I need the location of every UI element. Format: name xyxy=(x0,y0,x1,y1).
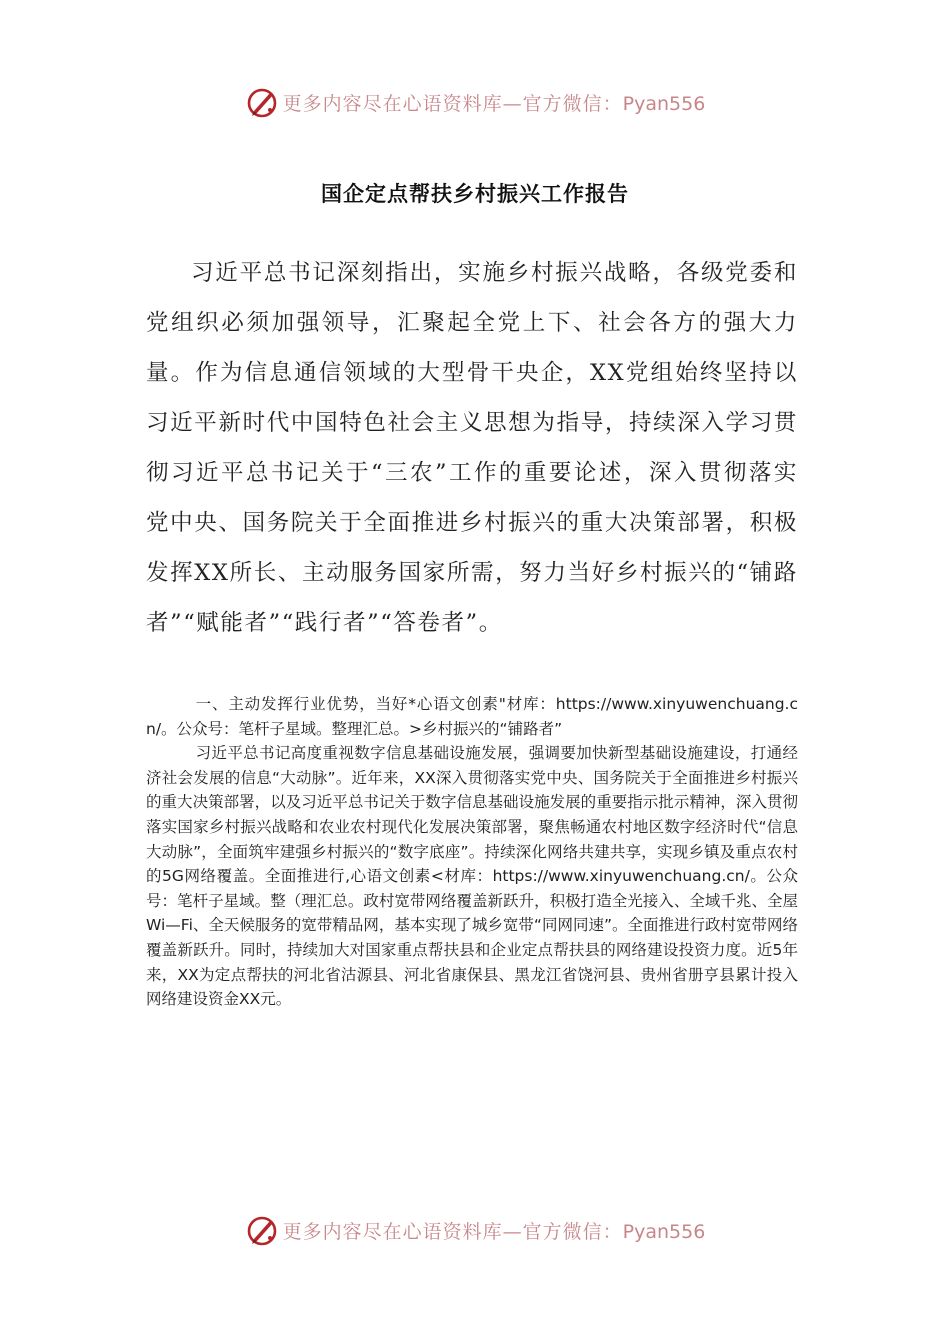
header-banner-text xyxy=(283,89,706,116)
section-one xyxy=(146,692,798,1012)
intro-paragraph: 习近平总书记深刻指出，实施乡村振兴战略，各级党委和党组织必须加强领导，汇聚起全党上下、社会各方的强大力量。作为信息通信领域的大型骨干央企，XX党组始终坚持以习近平新时代中国特色社会主义思想为指导，持续深入学习贯彻习近平总书记关于“三农”工作的重要论述，深入贯彻落实党中央、国务院关于全面推进乡村振兴的重大决策部署，积极发挥XX所长、主动服务国家所需，努力当好乡村振兴的“铺路者”“赋能者”“践行者”“答卷者”。 xyxy=(146,260,798,636)
footer-banner-cn: 更多内容尽在心语资料库—官方微信： xyxy=(282,1220,623,1243)
footer-banner-wechat: Pyan556 xyxy=(622,1220,706,1243)
document-title: 国企定点帮扶乡村振兴工作报告 xyxy=(321,182,629,206)
intro-section xyxy=(146,248,798,648)
footer-banner xyxy=(0,1210,950,1250)
section-paragraph: 习近平总书记高度重视数字信息基础设施发展，强调要加快新型基础设施建设，打通经济社会发展的信息“大动脉”。近年来，XX深入贯彻落实党中央、国务院关于全面推进乡村振兴的重大决策部署，以及习近平总书记关于数字信息基础设施发展的重要指示批示精神，深入贯彻落实国家乡村振兴战略和农业农村现代化发展决策部署，聚焦畅通农村地区数字经济时代“信息大动脉”，全面筑牢建强乡村振兴的“数字底座”。持续深化网络共建共享，实现乡镇及重点农村的5G网络覆盖。全面推进行,心语文创素<材库：https://www.xinyuwenchuang.cn/。公众号：笔杆子星域。整（理汇总。政村宽带网络覆盖新跃升，积极打造全光接入、全域千兆、全屋Wi—Fi、全天候服务的宽带精品网，基本实现了城乡宽带“同网同速”。全面推进行政村宽带网络覆盖新跃升。同时，持续加大对国家重点帮扶县和企业定点帮扶县的网络建设投资力度。近5年来，XX为定点帮扶的河北省沽源县、河北省康保县、黑龙江省饶河县、贵州省册亨县累计投入网络建设资金XX元。 xyxy=(146,744,798,1009)
header-banner-wechat: Pyan556 xyxy=(622,92,706,115)
footer-banner-text xyxy=(283,1217,706,1244)
section-heading: 一、主动发挥行业优势，当好*心语文创素"材库：https://www.xinyuwenchuang.cn/。公众号：笔杆子星域。整理汇总。>乡村振兴的“铺路者” xyxy=(146,695,798,738)
pen-logo-icon xyxy=(245,1213,279,1247)
header-banner-cn: 更多内容尽在心语资料库—官方微信： xyxy=(282,92,623,115)
pen-logo-icon xyxy=(245,85,279,119)
header-banner xyxy=(0,82,950,122)
